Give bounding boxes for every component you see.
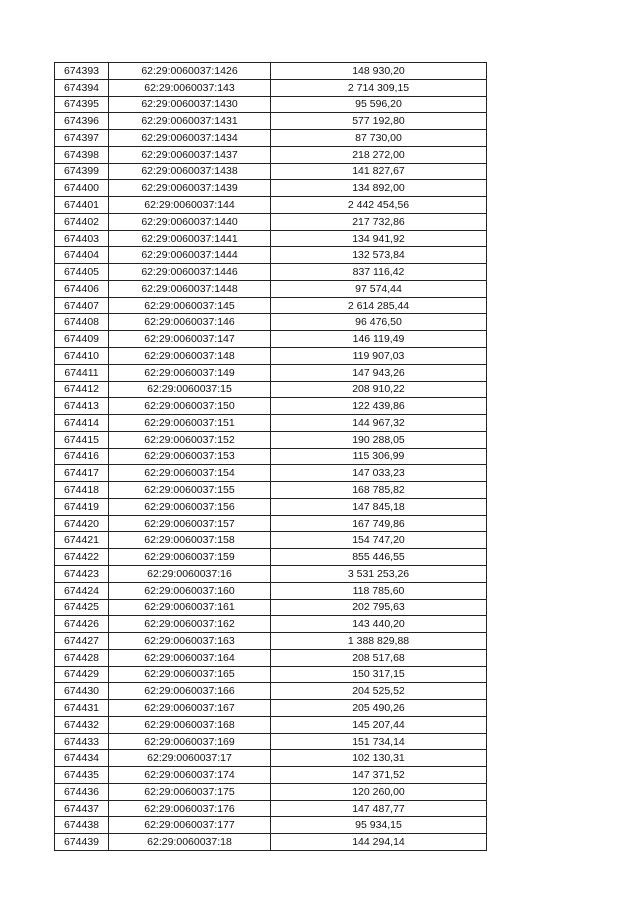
row-number-cell: 674406 [55,280,109,297]
value-cell: 120 260,00 [271,783,487,800]
cadastral-number-cell: 62:29:0060037:176 [109,800,271,817]
row-number-cell: 674414 [55,415,109,432]
row-number-cell: 674397 [55,130,109,147]
cadastral-number-cell: 62:29:0060037:177 [109,817,271,834]
row-number-cell: 674398 [55,146,109,163]
value-cell: 146 119,49 [271,331,487,348]
table-row [55,733,487,750]
value-cell: 217 732,86 [271,213,487,230]
table-row [55,331,487,348]
value-cell: 115 306,99 [271,448,487,465]
value-cell: 134 892,00 [271,180,487,197]
table-row [55,280,487,297]
value-cell: 2 442 454,56 [271,197,487,214]
row-number-cell: 674418 [55,482,109,499]
row-number-cell: 674428 [55,649,109,666]
value-cell: 141 827,67 [271,163,487,180]
table-row [55,415,487,432]
cadastral-number-cell: 62:29:0060037:18 [109,834,271,851]
table-row [55,633,487,650]
value-cell: 95 596,20 [271,96,487,113]
table-row [55,113,487,130]
table-row [55,264,487,281]
table-row [55,146,487,163]
cadastral-number-cell: 62:29:0060037:158 [109,532,271,549]
cadastral-number-cell: 62:29:0060037:1440 [109,213,271,230]
row-number-cell: 674427 [55,633,109,650]
table-row [55,197,487,214]
value-cell: 837 116,42 [271,264,487,281]
cadastral-number-cell: 62:29:0060037:157 [109,515,271,532]
row-number-cell: 674399 [55,163,109,180]
cadastral-number-cell: 62:29:0060037:167 [109,700,271,717]
cadastral-number-cell: 62:29:0060037:1444 [109,247,271,264]
value-cell: 208 517,68 [271,649,487,666]
value-cell: 96 476,50 [271,314,487,331]
cadastral-number-cell: 62:29:0060037:175 [109,783,271,800]
cadastral-number-cell: 62:29:0060037:166 [109,683,271,700]
value-cell: 134 941,92 [271,230,487,247]
cadastral-number-cell: 62:29:0060037:143 [109,79,271,96]
row-number-cell: 674413 [55,398,109,415]
cadastral-number-cell: 62:29:0060037:164 [109,649,271,666]
value-cell: 204 525,52 [271,683,487,700]
row-number-cell: 674431 [55,700,109,717]
row-number-cell: 674436 [55,783,109,800]
table-row [55,683,487,700]
table-row [55,666,487,683]
row-number-cell: 674395 [55,96,109,113]
value-cell: 87 730,00 [271,130,487,147]
cadastral-number-cell: 62:29:0060037:1438 [109,163,271,180]
table-row [55,314,487,331]
value-cell: 167 749,86 [271,515,487,532]
row-number-cell: 674421 [55,532,109,549]
value-cell: 122 439,86 [271,398,487,415]
value-cell: 218 272,00 [271,146,487,163]
value-cell: 144 294,14 [271,834,487,851]
table-row [55,180,487,197]
row-number-cell: 674401 [55,197,109,214]
cadastral-number-cell: 62:29:0060037:1426 [109,63,271,80]
cadastral-number-cell: 62:29:0060037:155 [109,482,271,499]
value-cell: 190 288,05 [271,431,487,448]
cadastral-number-cell: 62:29:0060037:1441 [109,230,271,247]
row-number-cell: 674437 [55,800,109,817]
cadastral-number-cell: 62:29:0060037:162 [109,616,271,633]
table-row [55,834,487,851]
value-cell: 150 317,15 [271,666,487,683]
table-row [55,448,487,465]
row-number-cell: 674433 [55,733,109,750]
table-row [55,348,487,365]
table-row [55,800,487,817]
value-cell: 2 614 285,44 [271,297,487,314]
row-number-cell: 674424 [55,582,109,599]
value-cell: 577 192,80 [271,113,487,130]
row-number-cell: 674425 [55,599,109,616]
value-cell: 154 747,20 [271,532,487,549]
value-cell: 95 934,15 [271,817,487,834]
cadastral-number-cell: 62:29:0060037:1431 [109,113,271,130]
table-row [55,565,487,582]
table-row [55,96,487,113]
cadastral-number-cell: 62:29:0060037:161 [109,599,271,616]
cadastral-number-cell: 62:29:0060037:1439 [109,180,271,197]
row-number-cell: 674415 [55,431,109,448]
cadastral-number-cell: 62:29:0060037:146 [109,314,271,331]
table-row [55,549,487,566]
row-number-cell: 674411 [55,364,109,381]
table-body [55,63,487,851]
table-row [55,515,487,532]
table-row [55,297,487,314]
row-number-cell: 674439 [55,834,109,851]
table-row [55,130,487,147]
value-cell: 148 930,20 [271,63,487,80]
row-number-cell: 674422 [55,549,109,566]
cadastral-number-cell: 62:29:0060037:160 [109,582,271,599]
value-cell: 118 785,60 [271,582,487,599]
value-cell: 147 371,52 [271,767,487,784]
table-row [55,364,487,381]
row-number-cell: 674403 [55,230,109,247]
value-cell: 2 714 309,15 [271,79,487,96]
cadastral-number-cell: 62:29:0060037:147 [109,331,271,348]
table-row [55,79,487,96]
cadastral-number-cell: 62:29:0060037:1434 [109,130,271,147]
row-number-cell: 674419 [55,498,109,515]
value-cell: 147 845,18 [271,498,487,515]
value-cell: 147 487,77 [271,800,487,817]
row-number-cell: 674438 [55,817,109,834]
table-row [55,482,487,499]
value-cell: 132 573,84 [271,247,487,264]
cadastral-number-cell: 62:29:0060037:145 [109,297,271,314]
value-cell: 151 734,14 [271,733,487,750]
cadastral-number-cell: 62:29:0060037:1437 [109,146,271,163]
table-row [55,230,487,247]
cadastral-number-cell: 62:29:0060037:163 [109,633,271,650]
cadastral-number-cell: 62:29:0060037:153 [109,448,271,465]
cadastral-number-cell: 62:29:0060037:151 [109,415,271,432]
value-cell: 205 490,26 [271,700,487,717]
table-row [55,431,487,448]
cadastral-number-cell: 62:29:0060037:15 [109,381,271,398]
table-row [55,616,487,633]
row-number-cell: 674435 [55,767,109,784]
row-number-cell: 674426 [55,616,109,633]
table-row [55,532,487,549]
value-cell: 119 907,03 [271,348,487,365]
table-row [55,63,487,80]
table-row [55,213,487,230]
cadastral-number-cell: 62:29:0060037:154 [109,465,271,482]
cadastral-number-cell: 62:29:0060037:168 [109,716,271,733]
row-number-cell: 674430 [55,683,109,700]
cadastral-number-cell: 62:29:0060037:1446 [109,264,271,281]
row-number-cell: 674410 [55,348,109,365]
cadastral-value-table [54,62,487,851]
value-cell: 143 440,20 [271,616,487,633]
row-number-cell: 674417 [55,465,109,482]
row-number-cell: 674432 [55,716,109,733]
row-number-cell: 674393 [55,63,109,80]
table-row [55,716,487,733]
table-row [55,817,487,834]
row-number-cell: 674408 [55,314,109,331]
row-number-cell: 674394 [55,79,109,96]
cadastral-number-cell: 62:29:0060037:1448 [109,280,271,297]
value-cell: 97 574,44 [271,280,487,297]
row-number-cell: 674420 [55,515,109,532]
cadastral-number-cell: 62:29:0060037:149 [109,364,271,381]
row-number-cell: 674396 [55,113,109,130]
cadastral-number-cell: 62:29:0060037:165 [109,666,271,683]
value-cell: 1 388 829,88 [271,633,487,650]
table-row [55,398,487,415]
value-cell: 208 910,22 [271,381,487,398]
row-number-cell: 674402 [55,213,109,230]
cadastral-number-cell: 62:29:0060037:169 [109,733,271,750]
cadastral-number-cell: 62:29:0060037:159 [109,549,271,566]
cadastral-number-cell: 62:29:0060037:152 [109,431,271,448]
row-number-cell: 674416 [55,448,109,465]
cadastral-number-cell: 62:29:0060037:144 [109,197,271,214]
row-number-cell: 674409 [55,331,109,348]
cadastral-number-cell: 62:29:0060037:16 [109,565,271,582]
cadastral-number-cell: 62:29:0060037:174 [109,767,271,784]
value-cell: 168 785,82 [271,482,487,499]
table-row [55,767,487,784]
table-row [55,498,487,515]
row-number-cell: 674407 [55,297,109,314]
value-cell: 102 130,31 [271,750,487,767]
table-row [55,381,487,398]
value-cell: 147 033,23 [271,465,487,482]
table-row [55,750,487,767]
value-cell: 855 446,55 [271,549,487,566]
table-row [55,700,487,717]
row-number-cell: 674429 [55,666,109,683]
table-row [55,163,487,180]
row-number-cell: 674404 [55,247,109,264]
table-row [55,465,487,482]
value-cell: 145 207,44 [271,716,487,733]
value-cell: 3 531 253,26 [271,565,487,582]
table-row [55,783,487,800]
cadastral-number-cell: 62:29:0060037:156 [109,498,271,515]
row-number-cell: 674434 [55,750,109,767]
table-row [55,582,487,599]
cadastral-number-cell: 62:29:0060037:148 [109,348,271,365]
cadastral-number-cell: 62:29:0060037:17 [109,750,271,767]
row-number-cell: 674400 [55,180,109,197]
table-row [55,247,487,264]
table-row [55,649,487,666]
value-cell: 147 943,26 [271,364,487,381]
row-number-cell: 674412 [55,381,109,398]
cadastral-number-cell: 62:29:0060037:150 [109,398,271,415]
value-cell: 202 795,63 [271,599,487,616]
row-number-cell: 674405 [55,264,109,281]
row-number-cell: 674423 [55,565,109,582]
value-cell: 144 967,32 [271,415,487,432]
cadastral-number-cell: 62:29:0060037:1430 [109,96,271,113]
table-row [55,599,487,616]
